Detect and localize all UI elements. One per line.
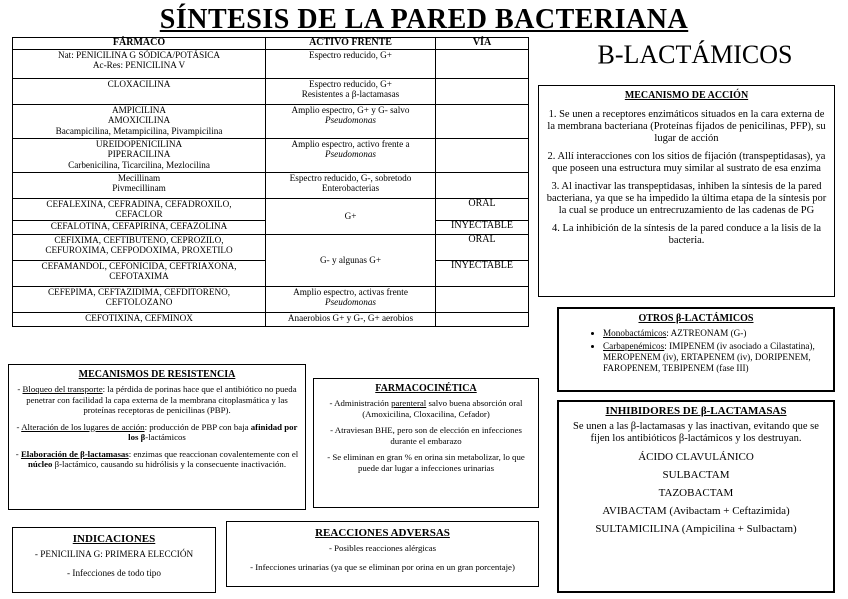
drug-cell bbox=[13, 138, 266, 172]
active-italic: Pseudomonas bbox=[324, 297, 377, 307]
resistance-item bbox=[9, 384, 305, 416]
item-bold: núcleo bbox=[27, 459, 53, 469]
item-label: Alteración de los lugares de acción bbox=[21, 421, 145, 432]
via-cell: INYECTABLE bbox=[436, 220, 529, 234]
item-label: Elaboración de β-lactamasas bbox=[20, 448, 129, 459]
drug-table bbox=[12, 37, 529, 327]
via-cell bbox=[436, 312, 529, 326]
active-text: Espectro reducido, G-, sobretodo bbox=[289, 172, 412, 183]
active-text: Resistentes a β-lactamasas bbox=[301, 89, 400, 99]
active-text: Espectro reducido, G+ bbox=[309, 78, 392, 89]
item-label: Monobactámicos bbox=[603, 328, 667, 338]
drug-name: CEFACLOR bbox=[115, 209, 163, 219]
adverse-reactions-box bbox=[226, 521, 539, 587]
drug-cell bbox=[13, 104, 266, 138]
table-header-row bbox=[13, 38, 529, 50]
indications-item: - Infecciones de todo tipo bbox=[67, 568, 161, 578]
drug-name: Pivmecillinam bbox=[112, 183, 166, 193]
item-text: salvo buena absorción oral (Amoxicilina, Cloxacilina, Cefador) bbox=[362, 398, 523, 419]
drug-cell bbox=[13, 220, 266, 234]
mechanism-item: 1. Se unen a receptores enzimáticos situados en la cara externa de la membrana bacteriana (Proteínas fijados de penicilinas, PFP), su lugar de acción bbox=[547, 109, 826, 144]
drug-cell bbox=[13, 234, 266, 260]
via-cell bbox=[436, 138, 529, 172]
intro-text: β-lactámicos y los destruyan. bbox=[676, 433, 802, 444]
adverse-reactions-item: - Infecciones urinarias (ya que se eliminan por orina en un gran porcentaje) bbox=[250, 562, 515, 572]
active-text: Enterobacterias bbox=[321, 183, 380, 193]
item-text: : la pérdida de porinas hace que el antibiótico no pueda penetrar con facilidad la capa externa de la membrana citoplasmática y las proteínas receptoras de penicilinas (PBP). bbox=[26, 384, 297, 415]
adverse-reactions-item: - Posibles reacciones alérgicas bbox=[328, 543, 437, 553]
table-row bbox=[13, 138, 529, 172]
drug-name: AMPICILINA bbox=[111, 104, 167, 115]
col-header-via: VÍA bbox=[436, 38, 529, 50]
item-text: : IMIPENEM (iv asociado a Cilastatina), MEROPENEM (iv), ERTAPENEM (iv), DORIPENEM, FAROPENEM, TEBIPENEM (fase III) bbox=[603, 341, 815, 373]
drug-name: CEFTOLOZANO bbox=[105, 297, 173, 307]
other-betalactams-box bbox=[557, 307, 835, 392]
active-cell bbox=[266, 172, 436, 198]
via-cell: ORAL bbox=[436, 198, 529, 220]
col-header-activo: ACTIVO FRENTE bbox=[266, 38, 436, 50]
inhibitor-item: ÁCIDO CLAVULÁNICO bbox=[638, 451, 754, 463]
list-item bbox=[603, 341, 833, 374]
item-text: : AZTREONAM (G-) bbox=[666, 328, 747, 338]
drug-name: Nat: PENICILINA G SÓDICA/POTÁSICA bbox=[57, 49, 221, 60]
active-cell bbox=[266, 138, 436, 172]
indications-box bbox=[12, 527, 216, 593]
active-cell bbox=[266, 234, 436, 286]
drug-cell bbox=[13, 312, 266, 326]
inhibitors-intro bbox=[559, 421, 833, 445]
drug-cell bbox=[13, 78, 266, 104]
active-text: Amplio espectro, G+ y G- salvo bbox=[291, 104, 410, 115]
drug-cell bbox=[13, 198, 266, 220]
drug-name: UREIDOPENICILINA bbox=[95, 138, 183, 149]
active-cell bbox=[266, 78, 436, 104]
inhibitor-item: SULBACTAM bbox=[662, 469, 730, 481]
drug-name: CEFAMANDOL, CEFONICIDA, CEFTRIAXONA, bbox=[41, 260, 237, 271]
col-header-farmaco: FÁRMACO bbox=[13, 38, 266, 50]
item-prefix: - bbox=[15, 448, 21, 459]
indications-heading: INDICACIONES bbox=[72, 533, 156, 545]
via-cell bbox=[436, 104, 529, 138]
inhibitors-heading: INHIBIDORES DE β-LACTAMASAS bbox=[605, 405, 787, 417]
pharmacokinetics-item: - Se eliminan en gran % en orina sin metabolizar, lo que puede dar lugar a infecciones urinarias bbox=[327, 452, 525, 473]
resistance-item bbox=[9, 422, 305, 443]
drug-cell bbox=[13, 49, 266, 78]
active-cell bbox=[266, 49, 436, 78]
resistance-heading: MECANISMOS DE RESISTENCIA bbox=[78, 369, 236, 380]
table-row bbox=[13, 312, 529, 326]
item-label: parenteral bbox=[391, 398, 427, 408]
drug-name: CEFALEXINA, CEFRADINA, CEFADROXILO, bbox=[46, 198, 232, 209]
drug-cell bbox=[13, 172, 266, 198]
active-text: Amplio espectro, activas frente bbox=[293, 286, 408, 297]
pharmacokinetics-heading: FARMACOCINÉTICA bbox=[375, 383, 477, 394]
page-title: SÍNTESIS DE LA PARED BACTERIANA bbox=[159, 4, 689, 35]
item-text: : producción de PBP con baja bbox=[144, 421, 249, 432]
drug-cell bbox=[13, 286, 266, 312]
active-text: Anaerobios G+ y G-, G+ aerobios bbox=[287, 312, 414, 323]
mechanism-item: 3. Al inactivar las transpeptidasas, inhiben la síntesis de la pared bacteriana, ya que se ha impedido la última etapa de la síntesis por la cual se produce un entrecruzamiento de las cadenas de PG bbox=[546, 181, 827, 216]
table-row bbox=[13, 78, 529, 104]
active-cell bbox=[266, 286, 436, 312]
mechanism-item: 2. Allí interacciones con los sitios de fijación (transpeptidasas), ya que poseen una estructura muy similar al sustrato de esa enzima bbox=[547, 151, 826, 174]
via-cell bbox=[436, 286, 529, 312]
drug-cell bbox=[13, 260, 266, 286]
item-label: Carbapenémicos bbox=[603, 341, 665, 351]
via-cell bbox=[436, 78, 529, 104]
pharmacokinetics-item bbox=[314, 398, 538, 419]
drug-name: Bacampicilina, Metampicilina, Pivampicilina bbox=[55, 125, 223, 136]
inhibitor-item: AVIBACTAM (Avibactam + Ceftazimida) bbox=[602, 505, 790, 517]
via-cell: INYECTABLE bbox=[436, 260, 529, 286]
list-item bbox=[603, 328, 833, 339]
active-italic: Pseudomonas bbox=[324, 115, 377, 125]
drug-name: CLOXACILINA bbox=[107, 78, 171, 89]
drug-name: Ac-Res: PENICILINA V bbox=[92, 60, 186, 70]
item-prefix: - bbox=[16, 421, 22, 432]
drug-name: Mecillinam bbox=[117, 172, 161, 183]
item-bold: afinidad por los β bbox=[128, 421, 298, 442]
other-betalactams-list bbox=[559, 328, 833, 374]
drug-name: CEFOTIXINA, CEFMINOX bbox=[85, 312, 193, 323]
active-cell bbox=[266, 198, 436, 234]
pharmacokinetics-item: - Atraviesan BHE, pero son de elección en infecciones durante el embarazo bbox=[330, 425, 522, 446]
table-row bbox=[13, 198, 529, 220]
indications-item: - PENICILINA G: PRIMERA ELECCIÓN bbox=[34, 549, 194, 559]
drug-name: PIPERACILINA bbox=[107, 149, 171, 159]
drug-name: CEFEPIMA, CEFTAZIDIMA, CEFDITORENO, bbox=[47, 286, 231, 297]
resistance-item bbox=[9, 449, 305, 470]
mechanism-heading: MECANISMO DE ACCIÓN bbox=[624, 90, 749, 101]
via-cell bbox=[436, 172, 529, 198]
active-text: Espectro reducido, G+ bbox=[309, 49, 392, 60]
drug-name: CEFUROXIMA, CEFPODOXIMA, PROXETILO bbox=[45, 245, 233, 255]
resistance-box bbox=[8, 364, 306, 510]
table-row bbox=[13, 234, 529, 260]
drug-name: CEFOTAXIMA bbox=[109, 271, 169, 281]
drug-name: CEFALOTINA, CEFAPIRINA, CEFAZOLINA bbox=[50, 220, 228, 231]
item-label: Bloqueo del transporte bbox=[22, 384, 103, 394]
other-betalactams-heading: OTROS β-LACTÁMICOS bbox=[638, 313, 754, 324]
drug-name: Carbenicilina, Ticarcilina, Mezlocilina bbox=[68, 159, 210, 170]
active-text: Amplio espectro, activo frente a bbox=[291, 138, 410, 149]
mechanism-item: 4. La inhibición de la síntesis de la pared conduce a la lisis de la bacteria. bbox=[551, 223, 822, 246]
active-cell bbox=[266, 312, 436, 326]
table-row bbox=[13, 286, 529, 312]
adverse-reactions-heading: REACCIONES ADVERSAS bbox=[315, 527, 450, 539]
intro-text: fijen los antibióticos bbox=[590, 433, 677, 444]
intro-text: Se unen a las β-lactamasas y las inactivan, evitando que se bbox=[573, 421, 819, 432]
active-text: G- y algunas G+ bbox=[319, 254, 382, 265]
item-prefix: - bbox=[17, 384, 23, 394]
item-text: : enzimas que reaccionan covalentemente con el bbox=[128, 448, 299, 459]
item-text: -lactámicos bbox=[145, 432, 186, 442]
table-row bbox=[13, 49, 529, 78]
table-row bbox=[13, 172, 529, 198]
section-subtitle: Β-LACTÁMICOS bbox=[597, 40, 793, 69]
drug-name: CEFIXIMA, CEFTIBUTENO, CEPROZILO, bbox=[54, 234, 224, 245]
active-italic: Pseudomonas bbox=[324, 149, 377, 159]
item-text: β-lactámico, causando su hidrólisis y la consecuente inactivación. bbox=[52, 459, 287, 469]
inhibitor-item: TAZOBACTAM bbox=[658, 487, 734, 499]
drug-name: AMOXICILINA bbox=[107, 115, 171, 125]
mechanism-box bbox=[538, 85, 835, 297]
inhibitor-item: SULTAMICILINA (Ampicilina + Sulbactam) bbox=[595, 523, 797, 535]
table-row bbox=[13, 104, 529, 138]
active-cell bbox=[266, 104, 436, 138]
via-cell bbox=[436, 49, 529, 78]
active-text: G+ bbox=[344, 210, 357, 221]
inhibitors-box bbox=[557, 400, 835, 593]
pharmacokinetics-box bbox=[313, 378, 539, 508]
item-prefix: - Administración bbox=[329, 398, 392, 408]
via-cell: ORAL bbox=[436, 234, 529, 260]
